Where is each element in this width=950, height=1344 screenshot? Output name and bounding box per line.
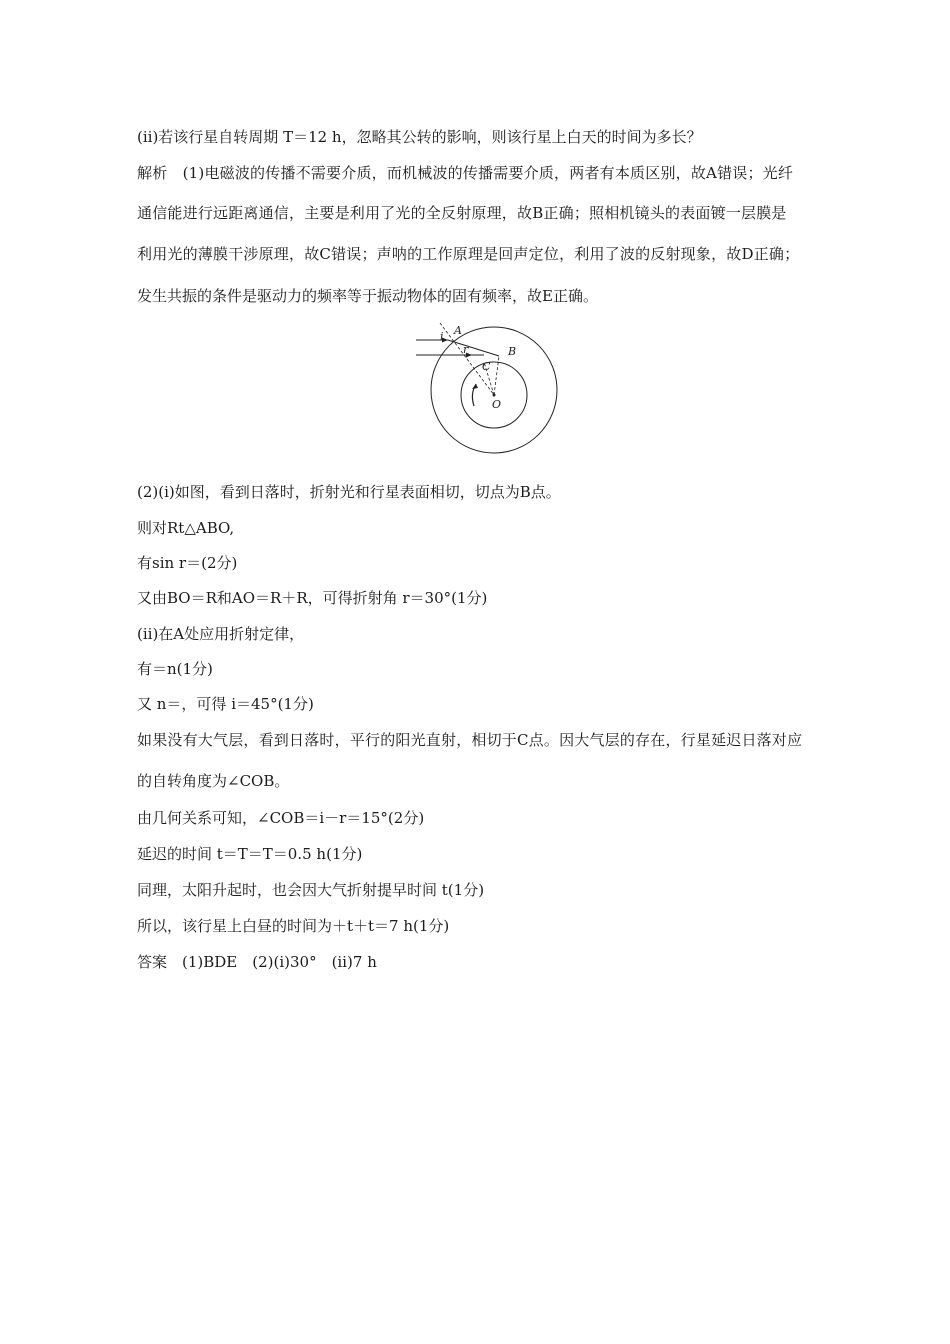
normal-line [440, 323, 494, 395]
solution-line-13: 所以，该行星上白昼的时间为＋t＋t＝7 h(1分) [137, 917, 450, 935]
solution-line-1: (2)(ⅰ)如图，看到日落时，折射光和行星表面相切，切点为B点。 [137, 483, 561, 501]
question-line: (ⅱ)若该行星自转周期 T＝12 h，忽略其公转的影响，则该行星上白天的时间为多长？ [137, 128, 702, 146]
refracted-ray [448, 340, 499, 356]
label-b: B [508, 345, 517, 358]
analysis-line-2: 通信能进行远距离通信，主要是利用了光的全反射原理，故B正确；照相机镜头的表面镀一层膜是 [137, 204, 787, 222]
solution-line-12: 同理，太阳升起时，也会因大气折射提早时间 t(1分) [137, 881, 485, 899]
solution-line-5: (ⅱ)在A处应用折射定律， [137, 625, 305, 643]
solution-line-9: 的自转角度为∠COB。 [137, 772, 290, 790]
label-c: C [482, 360, 491, 373]
solution-line-4: 又由BO＝R和AO＝R＋R，可得折射角 r＝30°(1分) [137, 589, 488, 607]
solution-line-6: 有＝n(1分) [137, 660, 213, 678]
answer-line: 答案 (1)BDE (2)(ⅰ)30° (ⅱ)7 h [137, 953, 377, 971]
analysis-line-3: 利用光的薄膜干涉原理，故C错误；声呐的工作原理是回声定位，利用了波的反射现象，故D正确； [137, 245, 800, 263]
solution-line-10: 由几何关系可知，∠COB＝i－r＝15°(2分) [137, 809, 425, 827]
label-o: O [492, 398, 502, 411]
label-r: r [463, 343, 469, 356]
atmosphere-circle [431, 327, 557, 453]
analysis-line-1: 解析 (1)电磁波的传播不需要介质，而机械波的传播需要介质，两者有本质区别，故A错误；光纤 [137, 164, 794, 182]
solution-line-3: 有sin r＝(2分) [137, 554, 238, 572]
refraction-diagram [412, 318, 572, 458]
analysis-line-4: 发生共振的条件是驱动力的频率等于振动物体的固有频率，故E正确。 [137, 287, 598, 305]
solution-line-2: 则对Rt△ABO, [137, 519, 235, 537]
solution-line-11: 延迟的时间 t＝T＝T＝0.5 h(1分) [137, 845, 363, 863]
solution-line-7: 又 n＝，可得 i＝45°(1分) [137, 695, 314, 713]
label-i: i [440, 330, 444, 343]
label-a: A [454, 324, 462, 337]
solution-line-8: 如果没有大气层，看到日落时，平行的阳光直射，相切于C点。因大气层的存在，行星延迟日落对应 [137, 731, 803, 749]
